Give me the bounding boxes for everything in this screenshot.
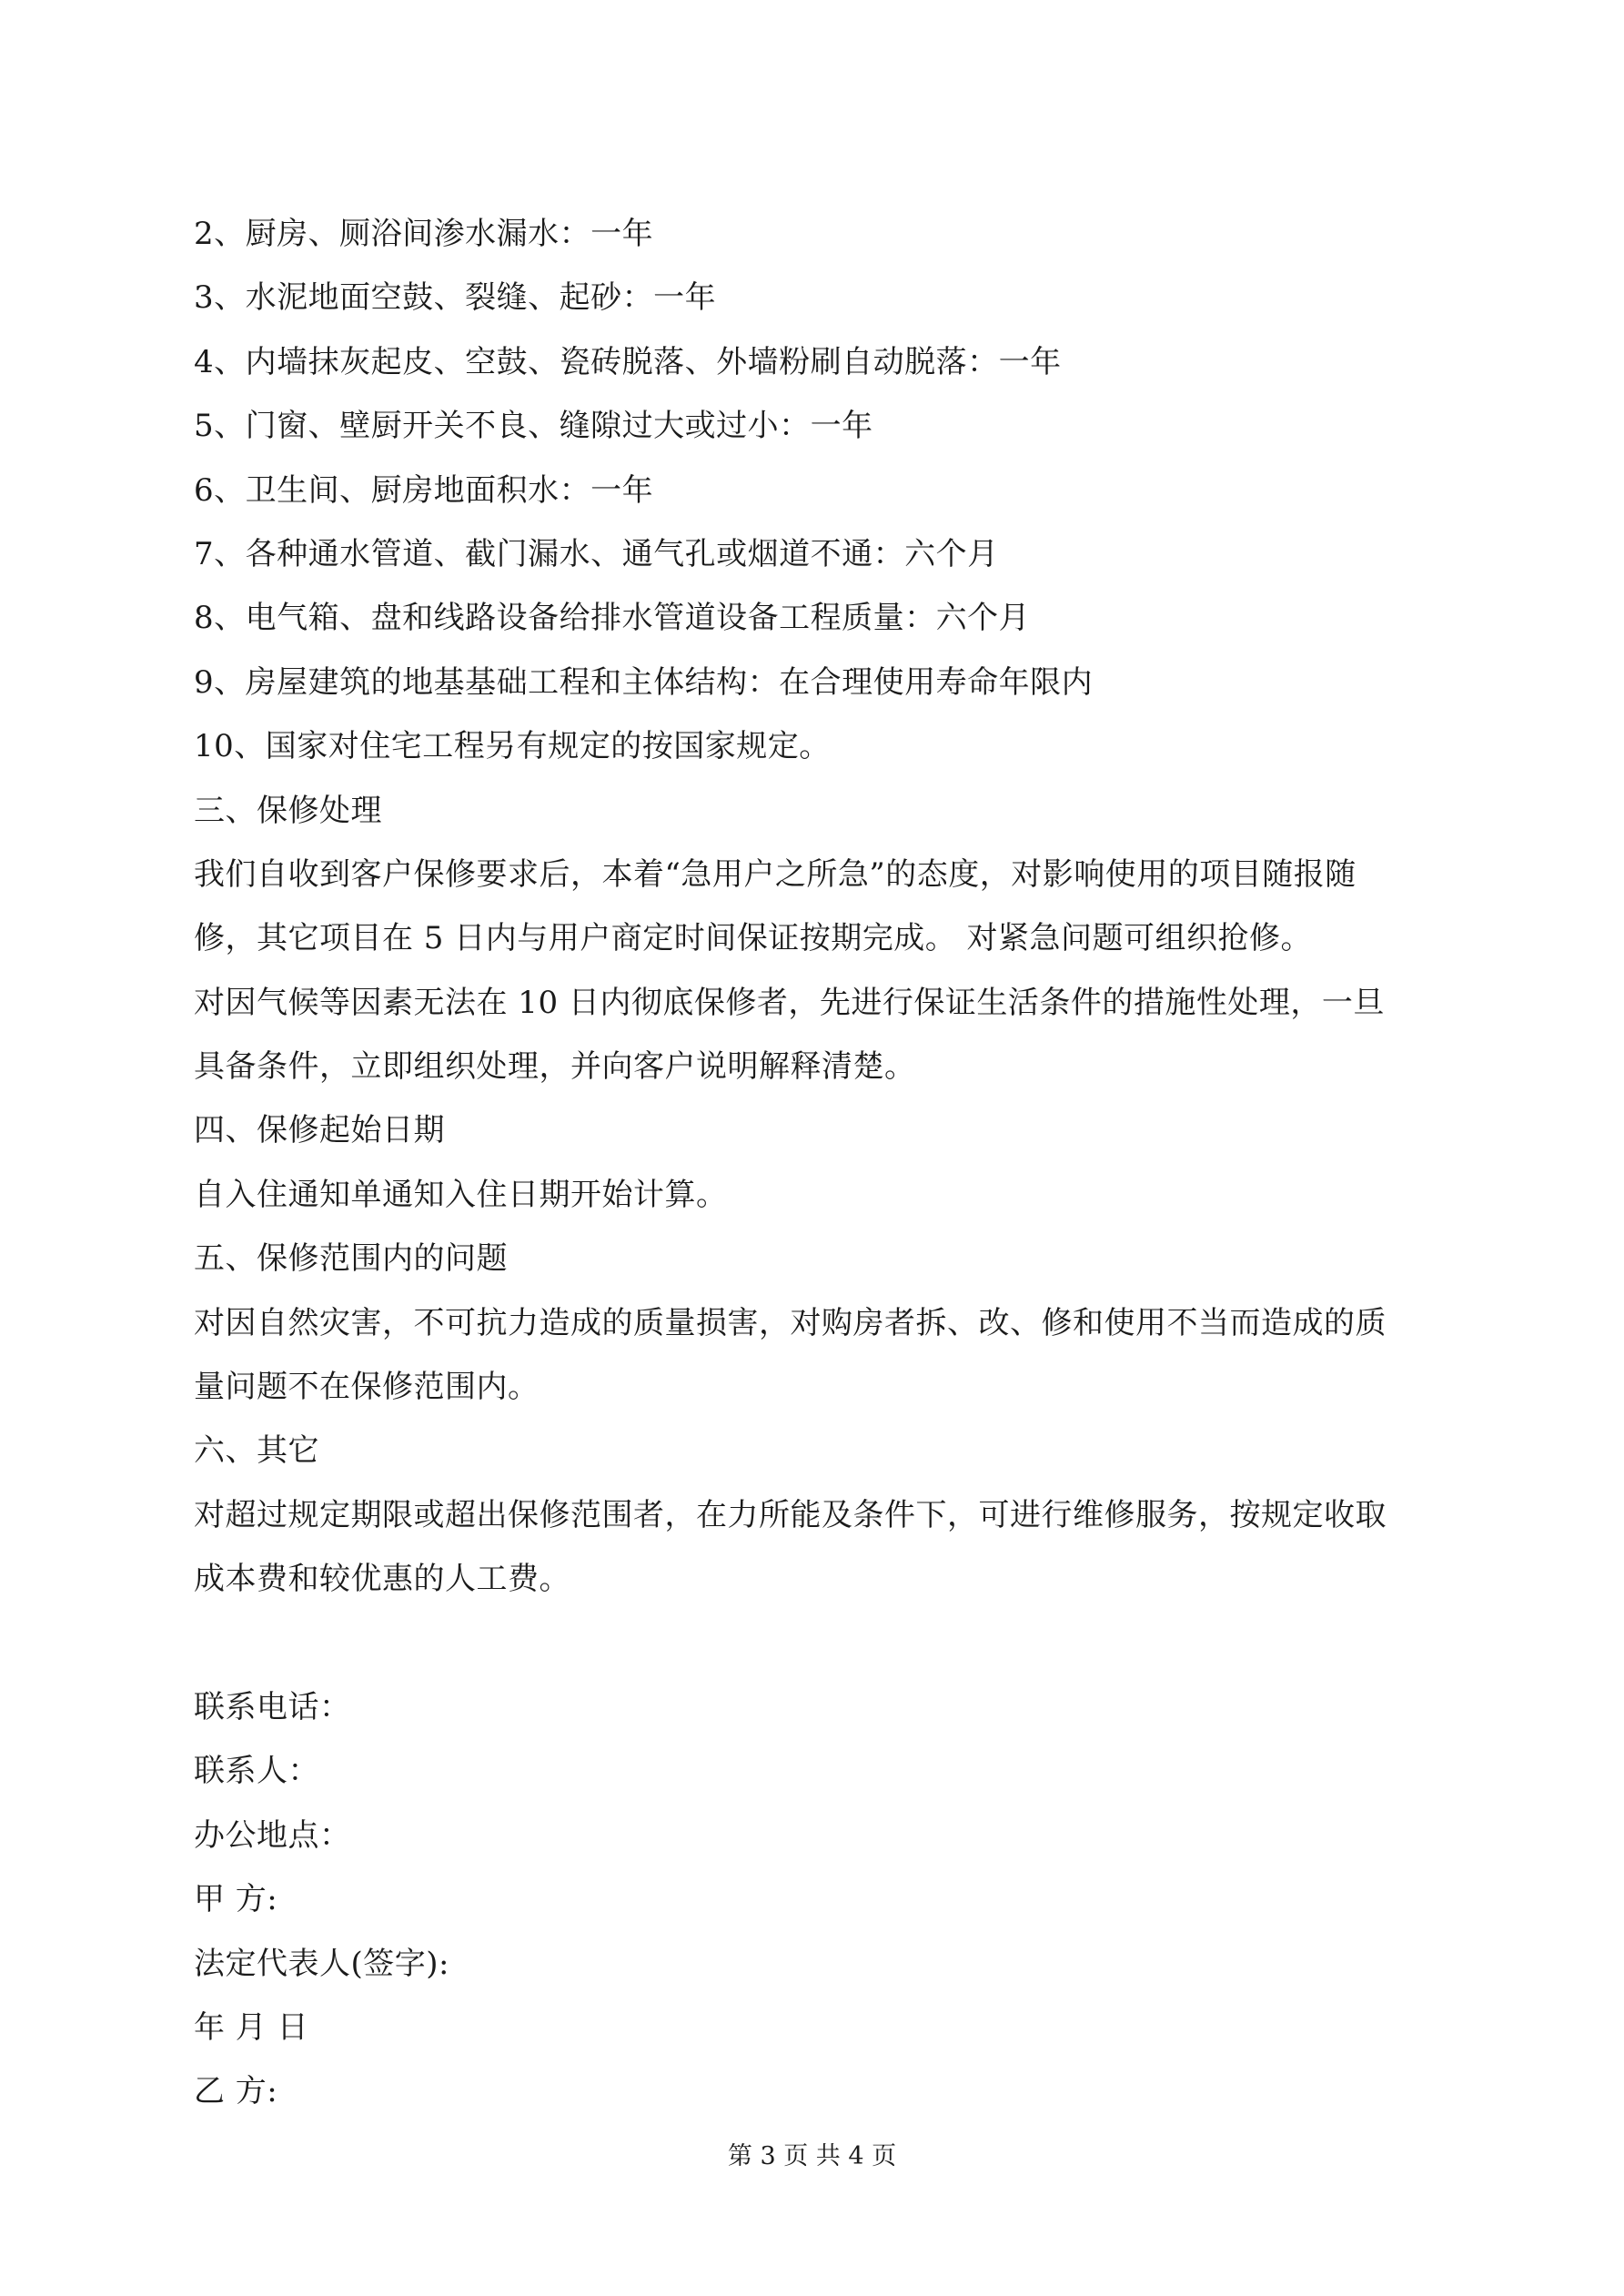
party-b-label: 乙 方: [194,2073,278,2110]
paragraph-line: 我们自收到客户保修要求后，本着“急用户之所急”的态度，对影响使用的项目随报随 [194,855,1357,893]
section-heading: 五、保修范围内的问题 [194,1240,508,1278]
warranty-item: 3、水泥地面空鼓、裂缝、起砂：一年 [194,279,717,317]
section-heading: 六、其它 [194,1432,319,1470]
warranty-item: 5、门窗、壁厨开关不良、缝隙过大或过小：一年 [194,408,873,445]
contact-phone-label: 联系电话： [194,1688,351,1725]
paragraph-line: 量问题不在保修范围内。 [194,1369,540,1406]
document-body [194,202,1449,2124]
paragraph-line: 对超过规定期限或超出保修范围者，在力所能及条件下，可进行维修服务，按规定收取 [194,1496,1387,1533]
warranty-item: 6、卫生间、厨房地面积水：一年 [194,471,654,509]
signature-block [194,1675,1449,2124]
warranty-period-list [194,202,1449,779]
warranty-item: 9、房屋建筑的地基基础工程和主体结构：在合理使用寿命年限内 [194,663,1094,701]
paragraph-line: 对因气候等因素无法在 10 日内彻底保修者，先进行保证生活条件的措施性处理，一旦 [194,984,1385,1021]
contact-person-label: 联系人： [194,1753,319,1790]
warranty-item: 2、厨房、厕浴间渗水漏水：一年 [194,216,654,252]
section-heading: 三、保修处理 [194,792,382,829]
warranty-item: 10、国家对住宅工程另有规定的按国家规定。 [194,728,831,765]
office-location-label: 办公地点： [194,1816,351,1854]
legal-representative-label: 法定代表人(签字): [194,1945,449,1982]
warranty-item: 7、各种通水管道、截门漏水、通气孔或烟道不通：六个月 [194,535,999,572]
section-heading: 四、保修起始日期 [194,1112,445,1149]
date-label: 年 月 日 [194,2008,309,2046]
spacer [194,1612,1449,1675]
paragraph-line: 自入住通知单通知入住日期开始计算。 [194,1176,728,1213]
paragraph-line: 对因自然灾害，不可抗力造成的质量损害，对购房者拆、改、修和使用不当而造成的质 [194,1304,1387,1341]
paragraph-line: 修，其它项目在 5 日内与用户商定时间保证按期完成。 对紧急问题可组织抢修。 [194,920,1313,957]
section-scope-issues [194,1227,1449,1419]
warranty-item: 4、内墙抹灰起皮、空鼓、瓷砖脱落、外墙粉刷自动脱落：一年 [194,343,1062,380]
section-repair-handling [194,779,1449,1099]
warranty-item: 8、电气箱、盘和线路设备给排水管道设备工程质量：六个月 [194,600,1031,637]
page-footer: 第 3 页 共 4 页 [727,2142,897,2170]
section-other [194,1419,1449,1611]
paragraph-line: 成本费和较优惠的人工费。 [194,1561,570,1598]
party-a-label: 甲 方: [194,1881,278,1918]
section-start-date [194,1098,1449,1227]
paragraph-line: 具备条件，立即组织处理，并向客户说明解释清楚。 [194,1048,916,1086]
